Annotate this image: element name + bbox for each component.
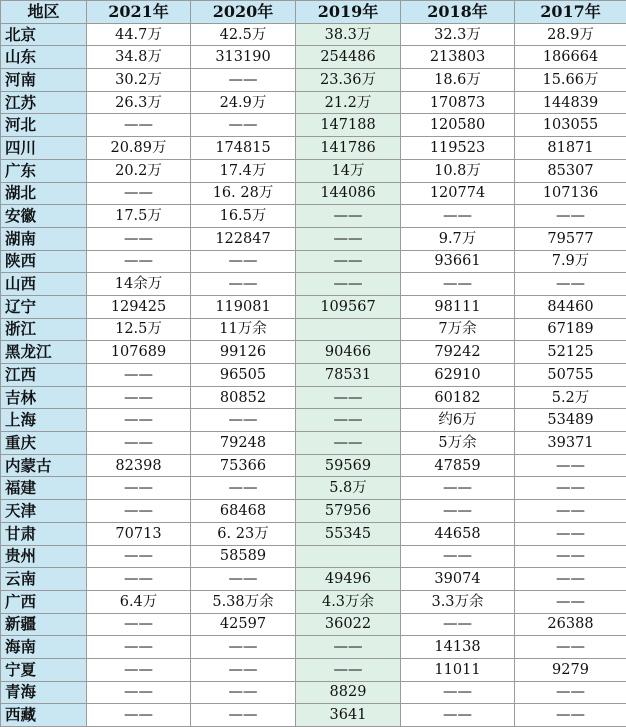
value-cell: 26388	[515, 613, 626, 636]
value-cell: ——	[87, 704, 191, 727]
value-cell: 12.5万	[87, 318, 191, 341]
value-cell: ——	[87, 364, 191, 387]
value-cell: ——	[87, 114, 191, 137]
value-cell: 53489	[515, 409, 626, 432]
value-cell: 15.66万	[515, 69, 626, 92]
value-cell: 147188	[296, 114, 401, 137]
value-cell: ——	[515, 205, 626, 228]
value-cell: 75366	[191, 454, 296, 477]
value-cell: ——	[401, 205, 515, 228]
value-cell: 16. 28万	[191, 182, 296, 205]
value-cell: 8829	[296, 681, 401, 704]
region-cell: 吉林	[1, 386, 87, 409]
table-row	[1, 590, 626, 613]
value-cell: 28.9万	[515, 23, 626, 46]
region-cell: 广西	[1, 590, 87, 613]
value-cell: 186664	[515, 46, 626, 69]
table-row	[1, 295, 626, 318]
value-cell: 26.3万	[87, 91, 191, 114]
value-cell: 30.2万	[87, 69, 191, 92]
table-row	[1, 159, 626, 182]
value-cell: 79577	[515, 227, 626, 250]
value-cell: 55345	[296, 522, 401, 545]
table-row	[1, 46, 626, 69]
region-cell: 湖南	[1, 227, 87, 250]
value-cell: 24.9万	[191, 91, 296, 114]
table-row	[1, 273, 626, 296]
value-cell: 60182	[401, 386, 515, 409]
value-cell: ——	[515, 477, 626, 500]
value-cell: ——	[191, 681, 296, 704]
table-row	[1, 681, 626, 704]
value-cell: ——	[515, 590, 626, 613]
value-cell: 36022	[296, 613, 401, 636]
value-cell: 32.3万	[401, 23, 515, 46]
value-cell: 49496	[296, 568, 401, 591]
table-row	[1, 386, 626, 409]
table-row	[1, 69, 626, 92]
region-cell: 天津	[1, 500, 87, 523]
value-cell: 96505	[191, 364, 296, 387]
value-cell: ——	[401, 613, 515, 636]
value-cell: 107689	[87, 341, 191, 364]
table-row	[1, 522, 626, 545]
value-cell: 5万余	[401, 432, 515, 455]
value-cell: ——	[296, 409, 401, 432]
column-header-year: 2017年	[515, 1, 626, 24]
value-cell: 7万余	[401, 318, 515, 341]
region-cell: 北京	[1, 23, 87, 46]
value-cell: ——	[87, 613, 191, 636]
table-row	[1, 432, 626, 455]
value-cell: 6.4万	[87, 590, 191, 613]
value-cell: 20.89万	[87, 137, 191, 160]
region-cell: 西藏	[1, 704, 87, 727]
value-cell: ——	[401, 500, 515, 523]
value-cell: 6. 23万	[191, 522, 296, 545]
table-row	[1, 500, 626, 523]
value-cell: 141786	[296, 137, 401, 160]
value-cell: 52125	[515, 341, 626, 364]
value-cell: 90466	[296, 341, 401, 364]
value-cell: 98111	[401, 295, 515, 318]
region-cell: 重庆	[1, 432, 87, 455]
region-cell: 内蒙古	[1, 454, 87, 477]
region-cell: 江西	[1, 364, 87, 387]
value-cell: 5.2万	[515, 386, 626, 409]
value-cell: 44658	[401, 522, 515, 545]
value-cell: ——	[515, 500, 626, 523]
value-cell: 7.9万	[515, 250, 626, 273]
value-cell: ——	[296, 432, 401, 455]
value-cell: ——	[296, 636, 401, 659]
value-cell: 119523	[401, 137, 515, 160]
value-cell: 42.5万	[191, 23, 296, 46]
value-cell: ——	[87, 568, 191, 591]
value-cell: ——	[401, 545, 515, 568]
value-cell: 68468	[191, 500, 296, 523]
value-cell: 79242	[401, 341, 515, 364]
region-cell: 甘肃	[1, 522, 87, 545]
value-cell: 107136	[515, 182, 626, 205]
value-cell: 84460	[515, 295, 626, 318]
value-cell: 129425	[87, 295, 191, 318]
value-cell: 119081	[191, 295, 296, 318]
value-cell: 21.2万	[296, 91, 401, 114]
value-cell: 39074	[401, 568, 515, 591]
value-cell: 42597	[191, 613, 296, 636]
value-cell: ——	[515, 636, 626, 659]
value-cell: ——	[515, 545, 626, 568]
value-cell: 85307	[515, 159, 626, 182]
value-cell: 78531	[296, 364, 401, 387]
value-cell: ——	[87, 658, 191, 681]
header-row	[1, 1, 626, 24]
value-cell: 3.3万余	[401, 590, 515, 613]
region-cell: 陕西	[1, 250, 87, 273]
table-row	[1, 137, 626, 160]
region-cell: 宁夏	[1, 658, 87, 681]
value-cell: 67189	[515, 318, 626, 341]
value-cell: 38.3万	[296, 23, 401, 46]
value-cell: ——	[296, 273, 401, 296]
value-cell: ——	[191, 114, 296, 137]
value-cell	[296, 545, 401, 568]
value-cell: 313190	[191, 46, 296, 69]
value-cell: 82398	[87, 454, 191, 477]
table-row	[1, 227, 626, 250]
value-cell: 34.8万	[87, 46, 191, 69]
value-cell: ——	[515, 681, 626, 704]
value-cell: 58589	[191, 545, 296, 568]
value-cell: ——	[515, 522, 626, 545]
value-cell: ——	[87, 545, 191, 568]
value-cell: 213803	[401, 46, 515, 69]
value-cell: 20.2万	[87, 159, 191, 182]
value-cell: 80852	[191, 386, 296, 409]
table-row	[1, 341, 626, 364]
value-cell: ——	[87, 409, 191, 432]
value-cell: 144086	[296, 182, 401, 205]
value-cell: 5.8万	[296, 477, 401, 500]
column-header-region: 地区	[1, 1, 87, 24]
value-cell: 17.4万	[191, 159, 296, 182]
value-cell: 23.36万	[296, 69, 401, 92]
value-cell: ——	[401, 681, 515, 704]
region-cell: 广东	[1, 159, 87, 182]
region-cell: 黑龙江	[1, 341, 87, 364]
value-cell: ——	[87, 636, 191, 659]
value-cell: 109567	[296, 295, 401, 318]
column-header-year: 2019年	[296, 1, 401, 24]
value-cell: ——	[87, 386, 191, 409]
region-cell: 安徽	[1, 205, 87, 228]
value-cell: 170873	[401, 91, 515, 114]
column-header-year: 2018年	[401, 1, 515, 24]
region-cell: 上海	[1, 409, 87, 432]
value-cell: 93661	[401, 250, 515, 273]
table-row	[1, 318, 626, 341]
value-cell: 14138	[401, 636, 515, 659]
value-cell: ——	[296, 250, 401, 273]
value-cell: 11011	[401, 658, 515, 681]
value-cell: ——	[515, 273, 626, 296]
value-cell: ——	[191, 69, 296, 92]
value-cell: 122847	[191, 227, 296, 250]
value-cell: ——	[87, 227, 191, 250]
value-cell: ——	[515, 454, 626, 477]
region-cell: 云南	[1, 568, 87, 591]
table-row	[1, 613, 626, 636]
value-cell: 81871	[515, 137, 626, 160]
table-row	[1, 205, 626, 228]
value-cell: 18.6万	[401, 69, 515, 92]
region-cell: 河北	[1, 114, 87, 137]
value-cell: ——	[191, 409, 296, 432]
value-cell: 44.7万	[87, 23, 191, 46]
value-cell: 3641	[296, 704, 401, 727]
value-cell: ——	[515, 568, 626, 591]
table-row	[1, 23, 626, 46]
value-cell: 120774	[401, 182, 515, 205]
table-row	[1, 545, 626, 568]
value-cell: ——	[296, 386, 401, 409]
table-row	[1, 182, 626, 205]
value-cell: 14余万	[87, 273, 191, 296]
column-header-year: 2020年	[191, 1, 296, 24]
value-cell: 62910	[401, 364, 515, 387]
table-row	[1, 704, 626, 727]
value-cell: 174815	[191, 137, 296, 160]
region-cell: 山东	[1, 46, 87, 69]
table-row	[1, 636, 626, 659]
value-cell: 5.38万余	[191, 590, 296, 613]
value-cell: 120580	[401, 114, 515, 137]
value-cell: ——	[296, 658, 401, 681]
table-row	[1, 409, 626, 432]
value-cell: ——	[191, 704, 296, 727]
table-row	[1, 364, 626, 387]
value-cell: ——	[191, 636, 296, 659]
value-cell: 99126	[191, 341, 296, 364]
value-cell: 17.5万	[87, 205, 191, 228]
value-cell: 9.7万	[401, 227, 515, 250]
value-cell: ——	[191, 250, 296, 273]
value-cell: 10.8万	[401, 159, 515, 182]
region-cell: 四川	[1, 137, 87, 160]
value-cell: ——	[191, 273, 296, 296]
value-cell: ——	[191, 477, 296, 500]
region-cell: 浙江	[1, 318, 87, 341]
region-cell: 辽宁	[1, 295, 87, 318]
value-cell: 4.3万余	[296, 590, 401, 613]
table-row	[1, 250, 626, 273]
region-cell: 新疆	[1, 613, 87, 636]
value-cell: 57956	[296, 500, 401, 523]
value-cell: ——	[87, 182, 191, 205]
value-cell: 254486	[296, 46, 401, 69]
value-cell: 16.5万	[191, 205, 296, 228]
value-cell: 47859	[401, 454, 515, 477]
region-cell: 贵州	[1, 545, 87, 568]
value-cell: ——	[87, 477, 191, 500]
value-cell: 70713	[87, 522, 191, 545]
value-cell: ——	[87, 500, 191, 523]
value-cell: 39371	[515, 432, 626, 455]
value-cell: 50755	[515, 364, 626, 387]
region-cell: 福建	[1, 477, 87, 500]
region-cell: 青海	[1, 681, 87, 704]
table-row	[1, 658, 626, 681]
value-cell: 14万	[296, 159, 401, 182]
value-cell: ——	[87, 681, 191, 704]
value-cell: 59569	[296, 454, 401, 477]
column-header-year: 2021年	[87, 1, 191, 24]
value-cell	[296, 318, 401, 341]
value-cell: ——	[296, 205, 401, 228]
value-cell: 103055	[515, 114, 626, 137]
table-row	[1, 568, 626, 591]
value-cell: 11万余	[191, 318, 296, 341]
table-row	[1, 477, 626, 500]
region-cell: 海南	[1, 636, 87, 659]
value-cell: ——	[401, 477, 515, 500]
value-cell: 约6万	[401, 409, 515, 432]
value-cell: ——	[401, 273, 515, 296]
region-cell: 江苏	[1, 91, 87, 114]
value-cell: ——	[191, 568, 296, 591]
value-cell: 79248	[191, 432, 296, 455]
value-cell: ——	[296, 227, 401, 250]
table-row	[1, 91, 626, 114]
table-row	[1, 114, 626, 137]
value-cell: ——	[87, 250, 191, 273]
value-cell: 144839	[515, 91, 626, 114]
value-cell: ——	[515, 704, 626, 727]
region-cell: 河南	[1, 69, 87, 92]
value-cell: ——	[401, 704, 515, 727]
value-cell: 9279	[515, 658, 626, 681]
region-cell: 山西	[1, 273, 87, 296]
region-cell: 湖北	[1, 182, 87, 205]
value-cell: ——	[87, 432, 191, 455]
table-row	[1, 454, 626, 477]
value-cell: ——	[191, 658, 296, 681]
